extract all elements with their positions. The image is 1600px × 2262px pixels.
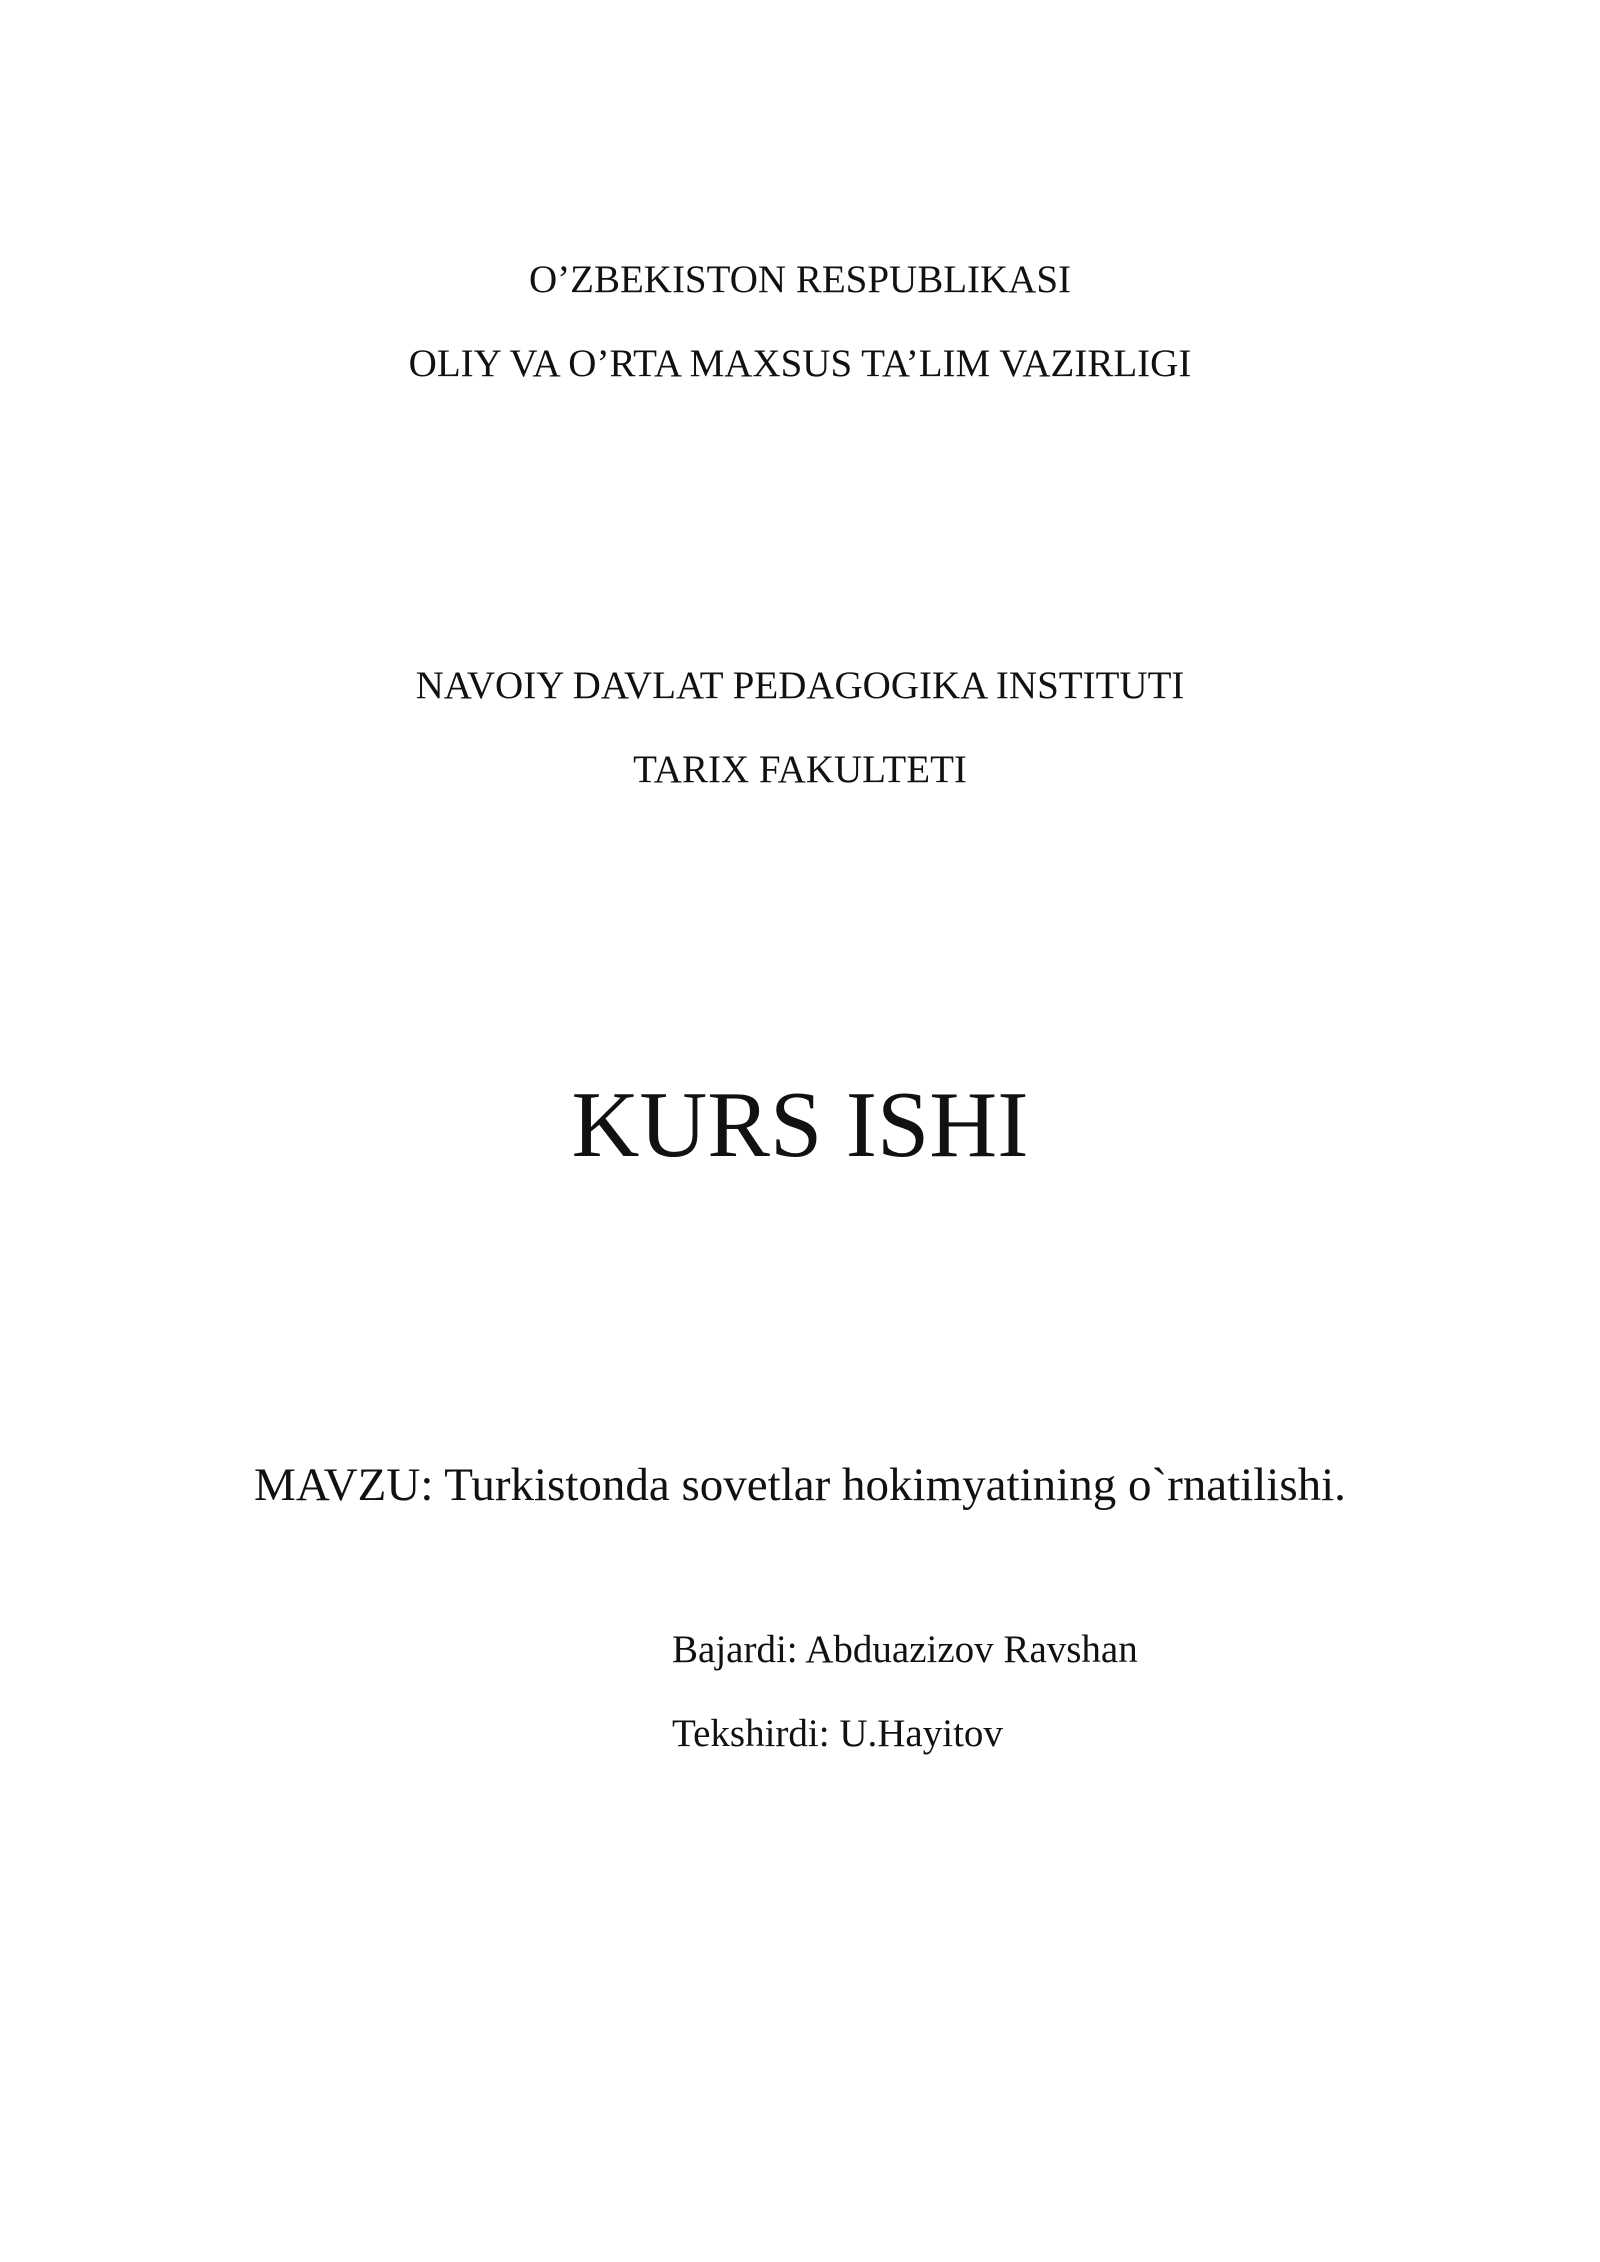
topic-label: MAVZU: xyxy=(254,1459,434,1511)
institute-name: NAVOIY DAVLAT PEDAGOGIKA INSTITUTI xyxy=(415,664,1185,707)
faculty-name: TARIX FAKULTETI xyxy=(633,748,967,791)
topic-text: Turkistonda sovetlar hokimyatining o`rnatilishi. xyxy=(444,1459,1346,1511)
document-type-title: KURS ISHI xyxy=(571,1073,1029,1177)
checked-by-line xyxy=(672,1714,1003,1753)
performed-by-name: Abduazizov Ravshan xyxy=(805,1628,1138,1671)
checked-by-name: U.Hayitov xyxy=(839,1712,1003,1755)
topic-line xyxy=(0,1459,1600,1511)
performed-by-label: Bajardi: xyxy=(672,1628,798,1671)
ministry-heading: OLIY VA O’RTA MAXSUS TA’LIM VAZIRLIGI xyxy=(408,342,1192,385)
country-heading: O’ZBEKISTON RESPUBLIKASI xyxy=(528,258,1072,301)
performed-by-line xyxy=(672,1630,1138,1669)
checked-by-label: Tekshirdi: xyxy=(672,1712,830,1755)
